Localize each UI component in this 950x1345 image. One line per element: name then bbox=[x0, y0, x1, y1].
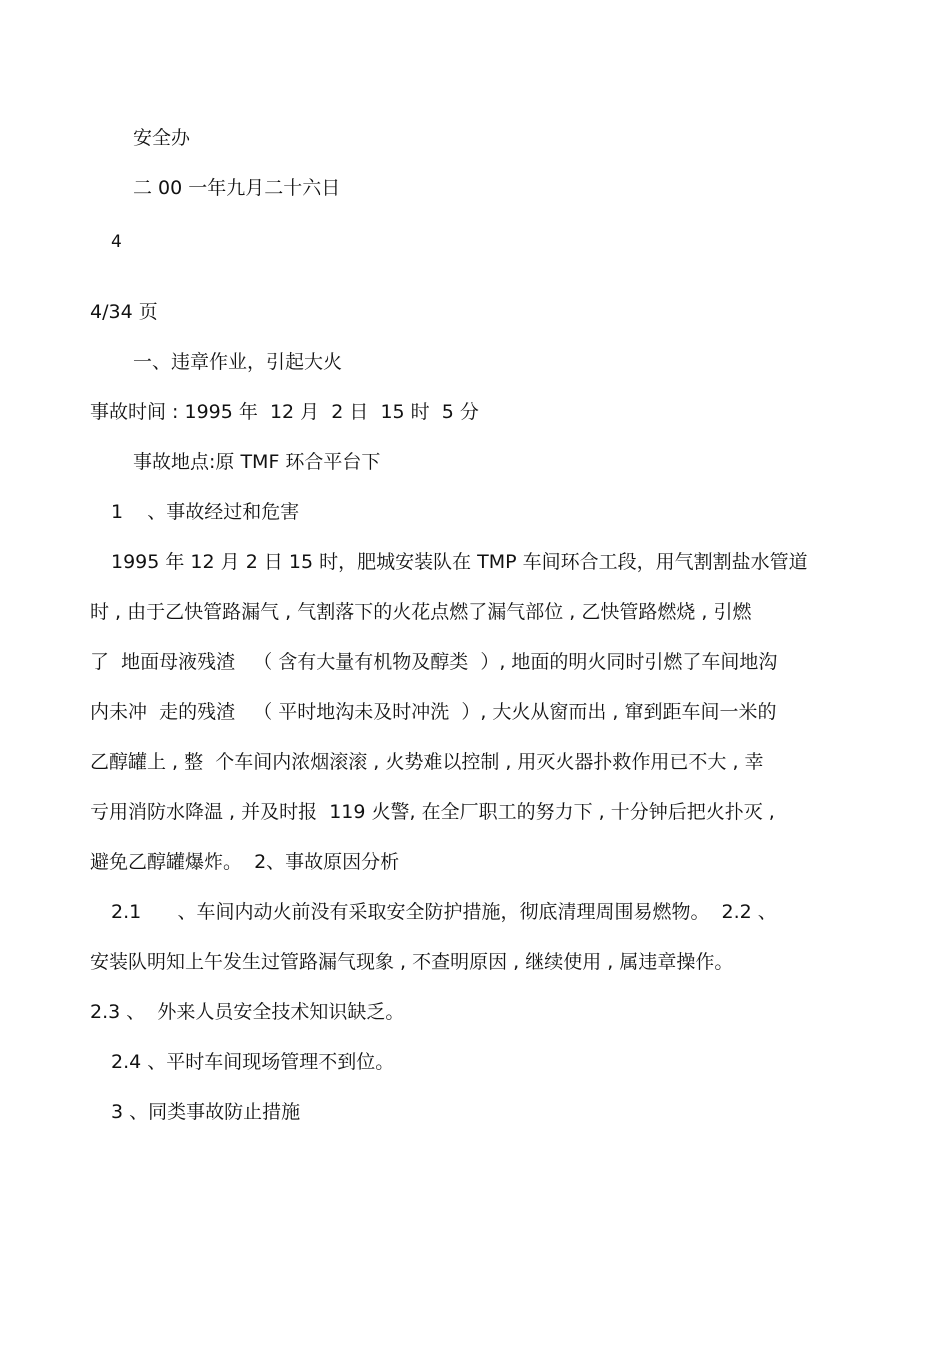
body-line: 乙醇罐上 , 整 个车间内浓烟滚滚 , 火势难以控制 , 用灭火器扑救作用已不大 , 幸 bbox=[90, 751, 764, 773]
cause-line: 2.4 、平时车间现场管理不到位。 bbox=[111, 1051, 395, 1073]
body-line: 1995 年 12 月 2 日 15 时，肥城安装队在 TMP 车间环合工段，用气割割盐水管道 bbox=[111, 551, 808, 573]
heading-prevention-measures: 3 、同类事故防止措施 bbox=[111, 1101, 301, 1123]
body-line: 亏用消防水降温 , 并及时报 119 火警, 在全厂职工的努力下 , 十分钟后把火扑灭 , bbox=[90, 801, 775, 823]
body-line: 避免乙醇罐爆炸。 2、事故原因分析 bbox=[90, 851, 400, 873]
body-line: 了 地面母液残渣 （ 含有大量有机物及醇类 ）, 地面的明火同时引燃了车间地沟 bbox=[90, 651, 778, 673]
document-date: 二 00 一年九月二十六日 bbox=[133, 177, 341, 199]
office-name: 安全办 bbox=[133, 127, 191, 149]
section-title: 一、违章作业，引起大火 bbox=[133, 351, 343, 373]
heading-accident-process: 1 、事故经过和危害 bbox=[111, 501, 300, 523]
body-line: 内未冲 走的残渣 （ 平时地沟未及时冲洗 ）, 大火从窗而出 , 窜到距车间一米的 bbox=[90, 701, 777, 723]
cause-line: 安装队明知上午发生过管路漏气现象 , 不查明原因 , 继续使用 , 属违章操作。 bbox=[90, 951, 734, 973]
page-marker: 4 bbox=[111, 232, 122, 252]
cause-line: 2.3 、 外来人员安全技术知识缺乏。 bbox=[90, 1001, 405, 1023]
accident-location: 事故地点:原 TMF 环合平台下 bbox=[133, 451, 381, 473]
cause-line: 2.1 、车间内动火前没有采取安全防护措施，彻底清理周围易燃物。 2.2 、 bbox=[111, 901, 777, 923]
accident-time: 事故时间 : 1995 年 12 月 2 日 15 时 5 分 bbox=[90, 401, 479, 423]
body-line: 时 , 由于乙快管路漏气 , 气割落下的火花点燃了漏气部位 , 乙快管路燃烧 , 引燃 bbox=[90, 601, 752, 623]
page-number: 4/34 页 bbox=[90, 301, 158, 323]
